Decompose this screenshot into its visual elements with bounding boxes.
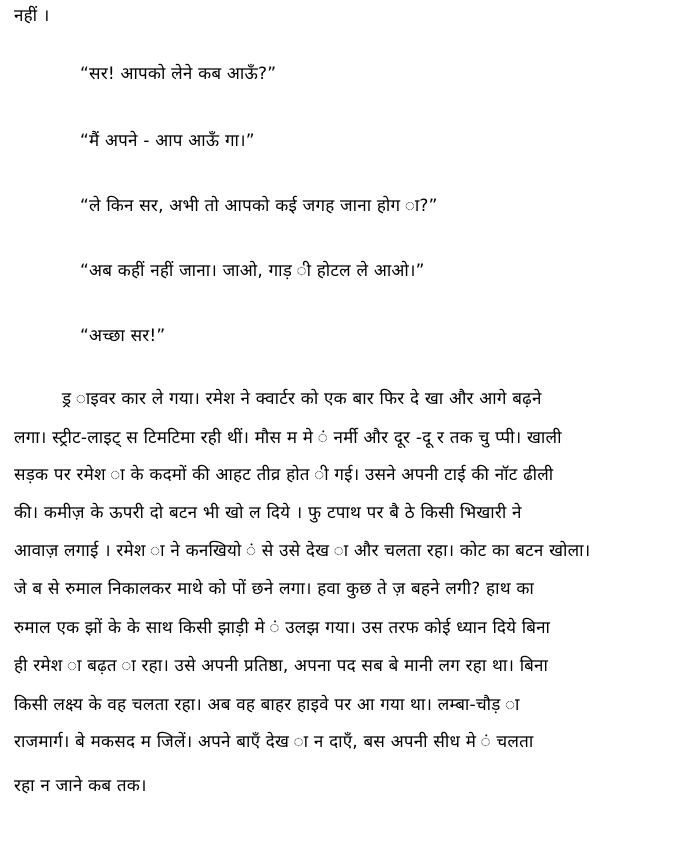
dialogue-line: “अच्छा सर!” [80,326,166,346]
dialogue-line: “अब कहीं नहीं जाना। जाओ, गाड़ ी होटल ले आओ।” [80,261,425,281]
paragraph-line: राजमार्ग। बे मकसद म जिलें। अपने बाएँ देख ा न दाएँ, बस अपनी सीध मे ं चलता [14,732,534,752]
dialogue-line: “मैं अपने - आप आऊँ गा।” [80,131,255,151]
paragraph-line: रहा न जाने कब तक। [14,776,147,796]
paragraph-line: सड़क पर रमेश ा के कदमों की आहट तीव्र होत ी गई। उसने अपनी टाई की नॉट ढीली [14,465,554,485]
paragraph-line: ड्र ाइवर कार ले गया। रमेश ने क्वार्टर को एक बार फिर दे खा और आगे बढ़ने [62,389,542,409]
continuation-line: नहीं । [14,6,50,26]
paragraph-line: किसी लक्ष्य के वह चलता रहा। अब वह बाहर हाइवे पर आ गया था। लम्बा-चौड़ ा [14,695,520,715]
paragraph-line: जे ब से रुमाल निकालकर माथे को पों छने लगा। हवा कुछ ते ज़ बहने लगी? हाथ का [14,579,535,599]
paragraph-line: लगा। स्ट्रीट-लाइट् स टिमटिमा रही थीं। मौस म मे ं नर्मी और दूर -दू र तक चु प्पी। खाली [14,428,562,448]
paragraph-line: ही रमेश ा बढ़त ा रहा। उसे अपनी प्रतिष्ठा, अपना पद सब बे मानी लग रहा था। बिना [14,656,549,676]
paragraph-line: की। कमीज़ के ऊपरी दो बटन भी खो ल दिये । फु टपाथ पर बै ठे किसी भिखारी ने [14,503,522,523]
paragraph-line: आवाज़ लगाई । रमेश ा ने कनखियो ं से उसे देख ा और चलता रहा। कोट का बटन खोला। [14,541,591,561]
dialogue-line: “ले किन सर, अभी तो आपको कई जगह जाना होग ा?” [80,196,438,216]
paragraph-line: रुमाल एक झों के के साथ किसी झाड़ी मे ं उलझ गया। उस तरफ कोई ध्यान दिये बिना [14,618,551,638]
dialogue-line: “सर! आपको लेने कब आऊँ?” [80,64,277,84]
